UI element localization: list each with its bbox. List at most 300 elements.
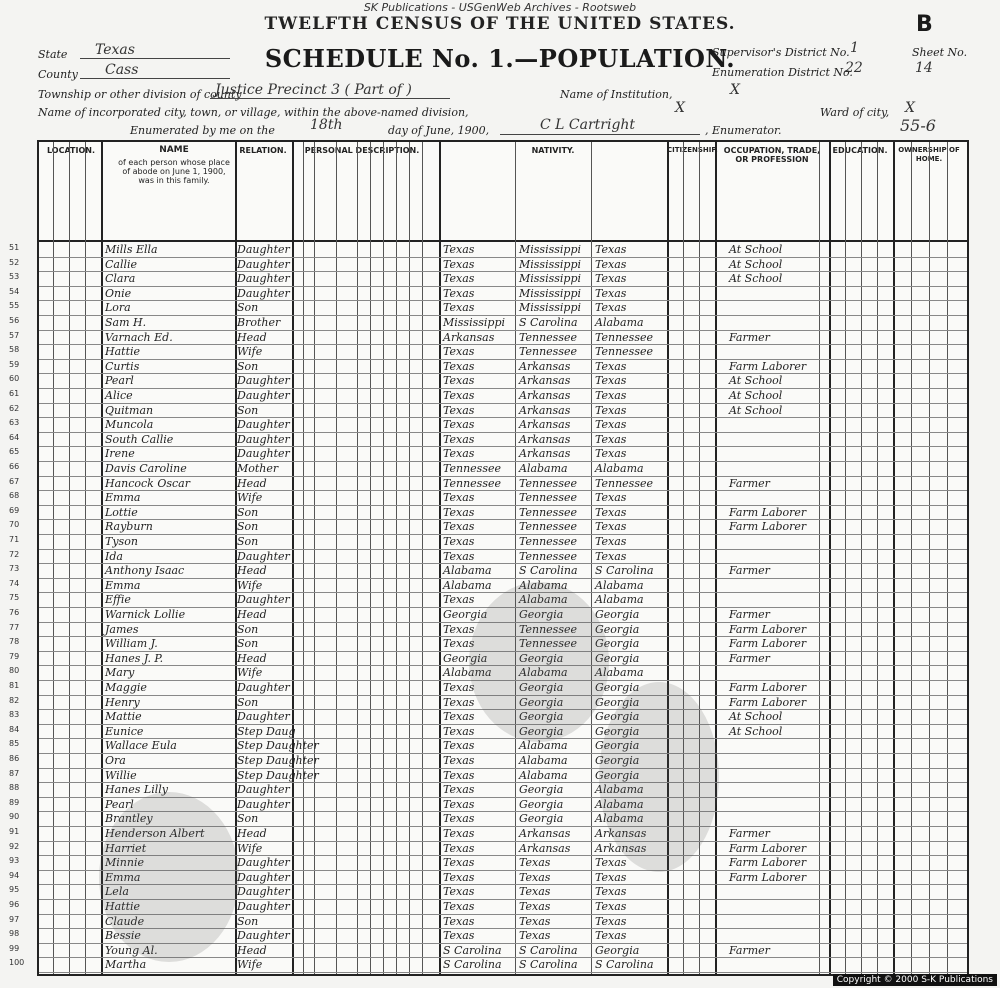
institution-value: X xyxy=(730,82,740,98)
birthplace-cell: Texas xyxy=(443,622,475,636)
person-name: Onie xyxy=(105,286,132,300)
relation-cell: Son xyxy=(237,359,259,373)
city-value: X xyxy=(675,100,685,116)
row-number: 71 xyxy=(9,535,20,544)
mother-birthplace-cell: Georgia xyxy=(595,622,640,636)
relation-cell: Wife xyxy=(237,958,263,972)
mother-birthplace-cell: Texas xyxy=(595,272,627,286)
birthplace-cell: Alabama xyxy=(443,666,492,680)
row-number: 89 xyxy=(9,797,20,807)
birthplace-cell: Texas xyxy=(443,929,475,943)
vrule xyxy=(314,142,315,974)
birthplace-cell: Texas xyxy=(443,491,475,505)
state-underline xyxy=(80,58,230,59)
relation-cell: Son xyxy=(237,622,259,636)
mother-birthplace-cell: Texas xyxy=(595,929,627,943)
census-table xyxy=(9,140,969,976)
mother-birthplace-cell: Georgia xyxy=(595,768,640,782)
person-name: Emma xyxy=(105,870,141,884)
person-name: Claude xyxy=(105,914,145,928)
enumerated-month: day of June, 1900, xyxy=(388,124,490,137)
relation-cell: Son xyxy=(237,914,259,928)
father-birthplace-cell: Tennessee xyxy=(519,330,577,344)
father-birthplace-cell: Texas xyxy=(519,885,551,899)
ward-label: Ward of city, xyxy=(820,106,890,119)
row-number: 80 xyxy=(9,666,20,676)
row-number: 78 xyxy=(9,637,20,647)
relation-cell: Daughter xyxy=(237,374,290,388)
birthplace-cell: Texas xyxy=(443,710,475,724)
father-birthplace-cell: Mississippi xyxy=(519,243,581,256)
vrule xyxy=(591,142,592,974)
row-number: 100 xyxy=(9,958,25,968)
person-name: Maggie xyxy=(105,681,147,694)
person-name: South Callie xyxy=(105,432,174,446)
institution-label: Name of Institution, xyxy=(560,88,673,101)
birthplace-cell: Texas xyxy=(443,870,475,884)
relation-cell: Daughter xyxy=(237,885,290,899)
father-birthplace-cell: Mississippi xyxy=(519,257,581,271)
relation-cell: Son xyxy=(237,695,259,709)
person-name: Rayburn xyxy=(105,520,153,534)
father-birthplace-cell: Mississippi xyxy=(519,301,581,315)
person-name: Harriet xyxy=(105,841,147,855)
birthplace-cell: Texas xyxy=(443,403,475,417)
mother-birthplace-cell: Alabama xyxy=(595,316,644,329)
vrule xyxy=(396,142,397,974)
county-value: Cass xyxy=(105,62,139,78)
mother-birthplace-cell: Texas xyxy=(595,535,627,548)
relation-cell: Head xyxy=(237,476,267,490)
row-number: 57 xyxy=(9,330,20,340)
birthplace-cell: Texas xyxy=(443,783,475,797)
mother-birthplace-cell: Texas xyxy=(595,359,627,373)
person-name: Clara xyxy=(105,272,136,286)
row-number: 64 xyxy=(9,432,20,442)
relation-cell: Head xyxy=(237,330,267,344)
mother-birthplace-cell: Texas xyxy=(595,885,627,899)
row-number: 70 xyxy=(9,520,20,530)
ward-value: X xyxy=(905,100,915,116)
col-location: LOCATION. xyxy=(46,146,96,155)
row-number: 96 xyxy=(9,900,20,909)
row-number: 77 xyxy=(9,622,20,632)
father-birthplace-cell: Georgia xyxy=(519,710,564,724)
occupation-cell: Farmer xyxy=(729,330,770,344)
vrule xyxy=(409,142,410,974)
birthplace-cell: Arkansas xyxy=(443,330,495,344)
birthplace-cell: Texas xyxy=(443,359,475,373)
row-number: 55 xyxy=(9,301,20,311)
stain xyxy=(599,682,719,872)
relation-cell: Wife xyxy=(237,345,263,359)
father-birthplace-cell: Tennessee xyxy=(519,345,577,359)
mother-birthplace-cell: Texas xyxy=(595,505,627,519)
father-birthplace-cell: Alabama xyxy=(519,462,568,475)
relation-cell: Son xyxy=(237,520,259,534)
row-number: 97 xyxy=(9,914,20,924)
occupation-cell: Farmer xyxy=(729,943,770,957)
relation-cell: Daughter xyxy=(237,929,290,943)
copyright-label: Copyright © 2000 S-K Publications xyxy=(833,974,997,986)
birthplace-cell: Texas xyxy=(443,885,475,899)
birthplace-cell: Texas xyxy=(443,797,475,811)
occupation-cell: At School xyxy=(729,374,783,388)
occupation-cell: Farm Laborer xyxy=(729,520,807,534)
father-birthplace-cell: Georgia xyxy=(519,651,564,665)
row-number: 86 xyxy=(9,754,20,763)
row-number: 68 xyxy=(9,491,20,501)
relation-cell: Daughter xyxy=(237,593,290,607)
birthplace-cell: Texas xyxy=(443,593,475,607)
father-birthplace-cell: Georgia xyxy=(519,724,564,738)
relation-cell: Son xyxy=(237,812,259,826)
row-number: 84 xyxy=(9,724,20,734)
mother-birthplace-cell: Georgia xyxy=(595,943,640,957)
township-value: Justice Precinct 3 ( Part of ) xyxy=(215,82,412,98)
relation-cell: Son xyxy=(237,403,259,417)
vrule xyxy=(439,142,441,974)
occupation-cell: Farmer xyxy=(729,827,770,840)
father-birthplace-cell: Tennessee xyxy=(519,637,577,651)
occupation-cell: At School xyxy=(729,257,783,271)
mother-birthplace-cell: Alabama xyxy=(595,666,644,680)
relation-cell: Step Daughter xyxy=(237,739,319,753)
birthplace-cell: Texas xyxy=(443,505,475,519)
row-number: 56 xyxy=(9,316,20,325)
mother-birthplace-cell: Tennessee xyxy=(595,476,653,490)
person-name: James xyxy=(105,622,139,636)
mother-birthplace-cell: Texas xyxy=(595,520,627,534)
person-name: Curtis xyxy=(105,359,140,373)
row-number: 62 xyxy=(9,403,20,413)
occupation-cell: Farm Laborer xyxy=(729,856,807,870)
mother-birthplace-cell: Texas xyxy=(595,856,627,870)
person-name: Hanes J. P. xyxy=(105,651,164,665)
row-number: 99 xyxy=(9,943,20,953)
person-name: Lora xyxy=(105,301,131,315)
row-number: 63 xyxy=(9,418,20,428)
father-birthplace-cell: Arkansas xyxy=(519,841,571,855)
col-personal: PERSONAL DESCRIPTION. xyxy=(304,146,420,155)
row-number: 81 xyxy=(9,681,20,690)
mother-birthplace-cell: Tennessee xyxy=(595,330,653,344)
person-name: Bessie xyxy=(105,929,141,943)
birthplace-cell: Texas xyxy=(443,520,475,534)
relation-cell: Daughter xyxy=(237,389,290,402)
col-relation: RELATION. xyxy=(239,146,287,155)
relation-cell: Wife xyxy=(237,491,263,505)
vrule xyxy=(861,142,862,974)
row-number: 94 xyxy=(9,870,20,880)
enumeration-label: Enumeration District No. xyxy=(712,66,853,79)
father-birthplace-cell: Tennessee xyxy=(519,535,577,548)
mother-birthplace-cell: Alabama xyxy=(595,812,644,826)
row-number: 67 xyxy=(9,476,20,486)
father-birthplace-cell: Arkansas xyxy=(519,359,571,373)
father-birthplace-cell: Georgia xyxy=(519,797,564,811)
birthplace-cell: Texas xyxy=(443,724,475,738)
father-birthplace-cell: Texas xyxy=(519,900,551,913)
birthplace-cell: Texas xyxy=(443,301,475,315)
relation-cell: Daughter xyxy=(237,432,290,446)
person-name: Young Al. xyxy=(105,943,158,957)
vrule xyxy=(515,142,516,974)
birthplace-cell: Texas xyxy=(443,681,475,694)
birthplace-cell: Texas xyxy=(443,272,475,286)
row-number: 95 xyxy=(9,885,20,895)
mother-birthplace-cell: Georgia xyxy=(595,724,640,738)
row-number: 75 xyxy=(9,593,20,603)
vrule xyxy=(911,142,912,974)
relation-cell: Daughter xyxy=(237,549,290,563)
vrule xyxy=(845,142,846,974)
stain xyxy=(99,792,239,962)
mother-birthplace-cell: Georgia xyxy=(595,710,640,724)
father-birthplace-cell: Alabama xyxy=(519,739,568,753)
vrule xyxy=(422,142,423,974)
birthplace-cell: Texas xyxy=(443,447,475,461)
row-number: 73 xyxy=(9,564,20,574)
birthplace-cell: Texas xyxy=(443,549,475,563)
vrule xyxy=(303,142,304,974)
person-name: Anthony Isaac xyxy=(105,564,185,578)
enumerator-value: C L Cartright xyxy=(540,117,636,133)
father-birthplace-cell: Mississippi xyxy=(519,272,581,286)
table-header xyxy=(39,142,967,242)
person-name: Minnie xyxy=(105,856,144,870)
stain xyxy=(469,582,609,742)
father-birthplace-cell: Tennessee xyxy=(519,520,577,534)
birthplace-cell: Texas xyxy=(443,856,475,870)
father-birthplace-cell: Alabama xyxy=(519,768,568,782)
person-name: Mary xyxy=(105,666,135,680)
occupation-cell: Farmer xyxy=(729,651,770,665)
person-name: Martha xyxy=(105,958,147,972)
county-label: County xyxy=(38,68,78,81)
person-name: Emma xyxy=(105,578,141,592)
township-label: Township or other division of county xyxy=(38,88,242,101)
col-occupation: OCCUPATION, TRADE, OR PROFESSION xyxy=(723,146,821,164)
row-number: 69 xyxy=(9,505,20,515)
person-name: Davis Caroline xyxy=(105,462,187,475)
census-title: TWELFTH CENSUS OF THE UNITED STATES. xyxy=(264,14,736,34)
father-birthplace-cell: Georgia xyxy=(519,681,564,694)
occupation-cell: Farmer xyxy=(729,564,770,578)
row-number: 72 xyxy=(9,549,20,559)
mother-birthplace-cell: Texas xyxy=(595,549,627,563)
sheet-label: Sheet No. xyxy=(912,46,968,59)
enumerated-day: 18th xyxy=(310,117,343,133)
father-birthplace-cell: S Carolina xyxy=(519,958,578,972)
mother-birthplace-cell: Texas xyxy=(595,447,627,461)
birthplace-cell: Tennessee xyxy=(443,476,501,490)
occupation-cell: Farm Laborer xyxy=(729,870,807,884)
vrule xyxy=(877,142,878,974)
person-name: Hattie xyxy=(105,345,141,359)
vrule xyxy=(370,142,371,974)
row-number: 87 xyxy=(9,768,20,778)
relation-cell: Daughter xyxy=(237,710,290,724)
birthplace-cell: Texas xyxy=(443,900,475,913)
occupation-cell: At School xyxy=(729,403,783,417)
birthplace-cell: Alabama xyxy=(443,564,492,578)
vrule xyxy=(819,142,820,974)
birthplace-cell: Tennessee xyxy=(443,462,501,475)
occupation-cell: At School xyxy=(729,272,783,286)
mother-birthplace-cell: Alabama xyxy=(595,462,644,475)
birthplace-cell: Texas xyxy=(443,389,475,402)
relation-cell: Son xyxy=(237,505,259,519)
father-birthplace-cell: Alabama xyxy=(519,754,568,767)
person-name: Lottie xyxy=(105,505,138,519)
father-birthplace-cell: Mississippi xyxy=(519,286,581,300)
relation-cell: Step Daughter xyxy=(237,768,319,782)
mother-birthplace-cell: Georgia xyxy=(595,695,640,709)
occupation-cell: At School xyxy=(729,710,783,724)
birthplace-cell: Texas xyxy=(443,286,475,300)
relation-cell: Wife xyxy=(237,841,263,855)
mother-birthplace-cell: Arkansas xyxy=(595,841,647,855)
birthplace-cell: Texas xyxy=(443,345,475,359)
person-name: Henderson Albert xyxy=(105,827,205,840)
person-name: Quitman xyxy=(105,403,154,417)
mother-birthplace-cell: Texas xyxy=(595,900,627,913)
father-birthplace-cell: Texas xyxy=(519,929,551,943)
relation-cell: Daughter xyxy=(237,257,290,271)
row-number: 92 xyxy=(9,841,20,851)
person-name: Ora xyxy=(105,754,126,767)
birthplace-cell: S Carolina xyxy=(443,958,502,972)
vrule xyxy=(383,142,384,974)
mother-birthplace-cell: Texas xyxy=(595,286,627,300)
person-name: Hanes Lilly xyxy=(105,783,168,797)
relation-cell: Daughter xyxy=(237,286,290,300)
mother-birthplace-cell: Texas xyxy=(595,243,627,256)
row-number: 74 xyxy=(9,578,20,588)
enumerator-underline xyxy=(500,134,700,135)
birthplace-cell: Texas xyxy=(443,535,475,548)
father-birthplace-cell: Arkansas xyxy=(519,447,571,461)
father-birthplace-cell: Arkansas xyxy=(519,432,571,446)
row-number: 65 xyxy=(9,447,20,457)
person-name: Willie xyxy=(105,768,137,782)
father-birthplace-cell: Tennessee xyxy=(519,491,577,505)
mother-birthplace-cell: Texas xyxy=(595,257,627,271)
birthplace-cell: Georgia xyxy=(443,608,488,621)
vrule xyxy=(715,142,717,974)
person-name: Sam H. xyxy=(105,316,147,329)
father-birthplace-cell: Tennessee xyxy=(519,476,577,490)
relation-cell: Daughter xyxy=(237,243,290,256)
vrule xyxy=(85,142,86,974)
person-name: Muncola xyxy=(105,418,154,432)
relation-cell: Daughter xyxy=(237,797,290,811)
father-birthplace-cell: Arkansas xyxy=(519,827,571,840)
person-name: Effie xyxy=(105,593,131,607)
birthplace-cell: Texas xyxy=(443,257,475,271)
birthplace-cell: Texas xyxy=(443,914,475,928)
row-number: 93 xyxy=(9,856,20,866)
city-label: Name of incorporated city, town, or village, within the above-named division, xyxy=(38,106,469,119)
row-number: 59 xyxy=(9,359,20,369)
relation-cell: Head xyxy=(237,651,267,665)
father-birthplace-cell: S Carolina xyxy=(519,564,578,578)
birthplace-cell: Mississippi xyxy=(443,316,505,329)
row-number: 79 xyxy=(9,651,20,661)
occupation-cell: Farm Laborer xyxy=(729,622,807,636)
row-number: 53 xyxy=(9,272,20,282)
enumerator-label: , Enumerator. xyxy=(705,124,782,137)
birthplace-cell: Georgia xyxy=(443,651,488,665)
birthplace-cell: Texas xyxy=(443,812,475,826)
relation-cell: Head xyxy=(237,827,267,840)
watermark: SK Publications - USGenWeb Archives - Rootsweb xyxy=(363,1,637,14)
relation-cell: Mother xyxy=(237,462,279,475)
mother-birthplace-cell: Georgia xyxy=(595,754,640,767)
occupation-cell: Farm Laborer xyxy=(729,841,807,855)
occupation-cell: Farm Laborer xyxy=(729,695,807,709)
row-number: 85 xyxy=(9,739,20,749)
person-name: Tyson xyxy=(105,535,138,548)
person-name: Brantley xyxy=(105,812,153,826)
occupation-cell: Farmer xyxy=(729,476,770,490)
col-name: NAME xyxy=(159,145,189,155)
vrule xyxy=(699,142,700,974)
row-number: 54 xyxy=(9,286,20,296)
father-birthplace-cell: Alabama xyxy=(519,666,568,680)
relation-cell: Wife xyxy=(237,666,263,680)
birthplace-cell: Texas xyxy=(443,432,475,446)
person-name: Eunice xyxy=(105,724,144,738)
mother-birthplace-cell: S Carolina xyxy=(595,958,654,972)
row-number: 52 xyxy=(9,257,20,267)
birthplace-cell: S Carolina xyxy=(443,943,502,957)
birthplace-cell: Texas xyxy=(443,827,475,840)
relation-cell: Head xyxy=(237,564,267,578)
person-name: Wallace Eula xyxy=(105,739,177,753)
row-rule xyxy=(39,972,967,973)
row-number: 61 xyxy=(9,389,20,398)
row-number: 66 xyxy=(9,462,20,471)
relation-cell: Head xyxy=(237,608,267,621)
col-name-sub: of each person whose place of abode on June 1, 1900, was in this family. xyxy=(118,158,230,185)
mother-birthplace-cell: Alabama xyxy=(595,593,644,607)
relation-cell: Daughter xyxy=(237,418,290,432)
relation-cell: Head xyxy=(237,943,267,957)
enumerated-prefix: Enumerated by me on the xyxy=(130,124,275,137)
birthplace-cell: Texas xyxy=(443,418,475,432)
mother-birthplace-cell: Georgia xyxy=(595,651,640,665)
relation-cell: Daughter xyxy=(237,856,290,870)
row-number: 60 xyxy=(9,374,20,384)
mother-birthplace-cell: Texas xyxy=(595,870,627,884)
mother-birthplace-cell: Texas xyxy=(595,403,627,417)
relation-cell: Son xyxy=(237,535,259,548)
person-name: Mattie xyxy=(105,710,142,724)
father-birthplace-cell: S Carolina xyxy=(519,316,578,329)
enumeration-value: 22 xyxy=(845,60,863,76)
mother-birthplace-cell: Georgia xyxy=(595,637,640,651)
supervisor-label: Supervisor's District No. xyxy=(712,46,850,59)
father-birthplace-cell: Georgia xyxy=(519,695,564,709)
row-number: 82 xyxy=(9,695,20,705)
father-birthplace-cell: Arkansas xyxy=(519,374,571,388)
relation-cell: Step Daughter xyxy=(237,754,319,767)
person-name: Varnach Ed. xyxy=(105,330,173,344)
birthplace-cell: Texas xyxy=(443,841,475,855)
row-number: 88 xyxy=(9,783,20,793)
